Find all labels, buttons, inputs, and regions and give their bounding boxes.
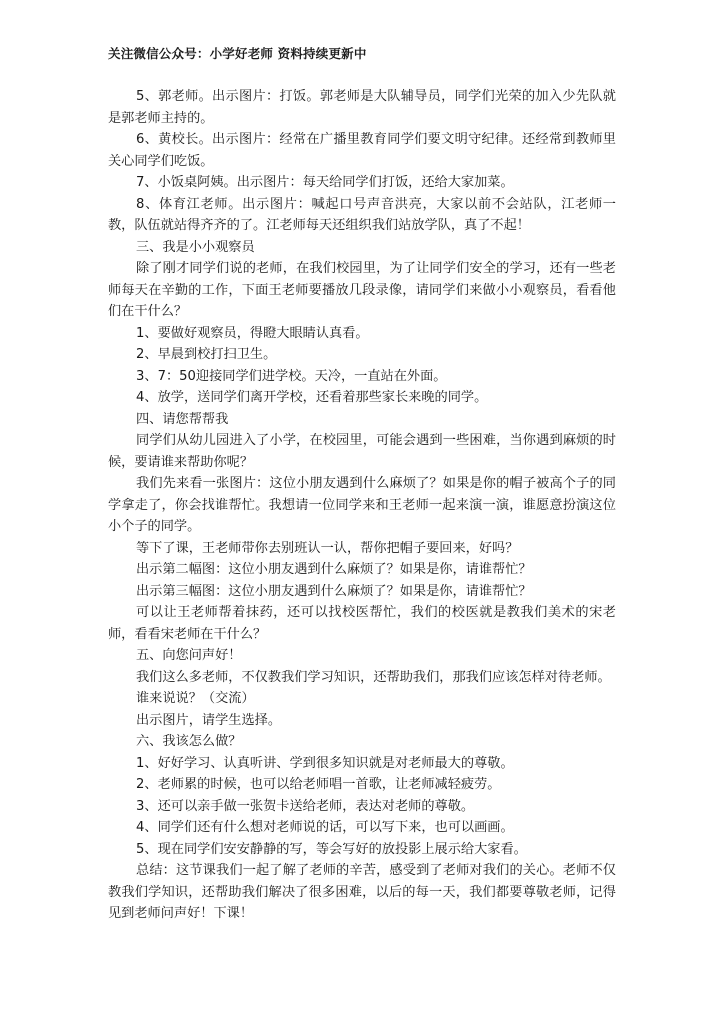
- page-header: 关注微信公众号：小学好老师 资料持续更新中: [108, 46, 367, 61]
- paragraph: 8、体育江老师。出示图片：喊起口号声音洪亮，大家以前不会站队，江老师一教，队伍就站得齐齐的了。江老师每天还组织我们站放学队，真了不起！: [108, 196, 616, 233]
- paragraph: 可以让王老师帮着抹药，还可以找校医帮忙，我们的校医就是教我们美术的宋老师，看看宋老师在干什么？: [108, 605, 616, 642]
- paragraph: 出示第二幅图：这位小朋友遇到什么麻烦了？如果是你，请谁帮忙？: [136, 562, 532, 577]
- paragraph: 出示第三幅图：这位小朋友遇到什么麻烦了？如果是你，请谁帮忙？: [136, 583, 532, 599]
- paragraph: 6、黄校长。出示图片：经常在广播里教育同学们要文明守纪律。还经常到教师里关心同学们吃饭。: [108, 132, 616, 169]
- paragraph: 我们先来看一张图片：这位小朋友遇到什么麻烦了？如果是你的帽子被高个子的同学拿走了，你会找谁帮忙。我想请一位同学来和王老师一起来演一演，谁愿意扮演这位小个子的同学。: [108, 476, 616, 534]
- summary-paragraph: 总结：这节课我们一起了解了老师的辛苦，感受到了老师对我们的关心。老师不仅教我们学知识，还帮助我们解决了很多困难，以后的每一天，我们都要尊敬老师，记得见到老师问声好！下课！: [108, 863, 616, 921]
- section-heading: 四、请您帮帮我: [136, 411, 229, 427]
- paragraph: 4、放学，送同学们离开学校，还看着那些家长来晚的同学。: [136, 390, 488, 405]
- paragraph: 4、同学们还有什么想对老师说的话，可以写下来，也可以画画。: [136, 820, 514, 835]
- paragraph: 同学们从幼儿园进入了小学，在校园里，可能会遇到一些困难，当你遇到麻烦的时候，要请谁来帮助你呢？: [108, 433, 616, 470]
- section-heading: 三、我是小小观察员: [136, 239, 255, 255]
- paragraph: 1、要做好观察员，得瞪大眼睛认真看。: [136, 325, 369, 341]
- paragraph: 7、小饭桌阿姨。出示图片：每天给同学们打饭，还给大家加菜。: [136, 175, 514, 190]
- section-heading: 六、我该怎么做？: [136, 734, 242, 749]
- paragraph: 5、现在同学们安安静静的写，等会写好的放投影上展示给大家看。: [136, 841, 527, 857]
- paragraph: 1、好好学习、认真听讲、学到很多知识就是对老师最大的尊敬。: [136, 755, 514, 771]
- paragraph: 3、7：50迎接同学们进学校。天冷，一直站在外面。: [136, 368, 447, 384]
- section-heading: 五、向您问声好！: [136, 648, 242, 663]
- paragraph: 除了刚才同学们说的老师，在我们校园里，为了让同学们安全的学习，还有一些老师每天在辛勤的工作，下面王老师要播放几段录像，请同学们来做小小观察员，看看他们在干什么？: [108, 261, 616, 319]
- document-body: [108, 86, 616, 925]
- paragraph: 等下了课，王老师带你去别班认一认，帮你把帽子要回来，好吗？: [136, 540, 519, 556]
- paragraph: 2、老师累的时候，也可以给老师唱一首歌，让老师减轻疲劳。: [136, 777, 501, 792]
- paragraph: 我们这么多老师，不仅教我们学习知识，还帮助我们，那我们应该怎样对待老师。: [136, 669, 611, 685]
- paragraph: 谁来说说？（交流）: [136, 691, 255, 706]
- paragraph: 5、郭老师。出示图片：打饭。郭老师是大队辅导员，同学们光荣的加入少先队就是郭老师主持的。: [108, 89, 616, 126]
- paragraph: 2、早晨到校打扫卫生。: [136, 347, 277, 362]
- paragraph: 3、还可以亲手做一张贺卡送给老师，表达对老师的尊敬。: [136, 798, 475, 814]
- paragraph: 出示图片，请学生选择。: [136, 712, 282, 728]
